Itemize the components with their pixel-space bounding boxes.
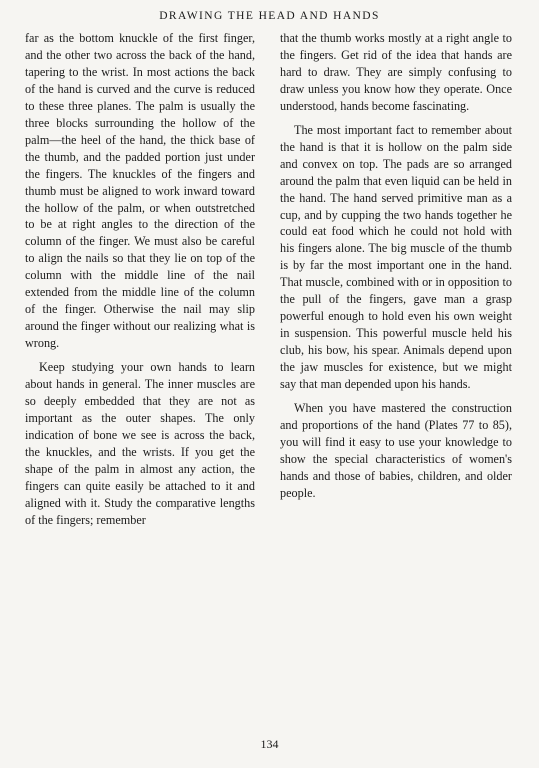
paragraph: The most important fact to remember about the hand is that it is hollow on the palm side and convex on top. The pads are so arranged around the palm that even liquid can be held in the hand. The hand served primitive man as a cup, and by cupping the two hands together he could eat food which he could not hold with his fingers alone. The big muscle of the thumb is by far the most important one in the hand. That muscle, combined with or in opposition to the pull of the fingers, gave man a grasp powerful enough to hold even his own weight in suspension. This powerful muscle held his club, his bow, his spear. Animals depend upon the jaw muscles for existence, but we might say that man depended upon his hands. <box>280 122 512 392</box>
paragraph: that the thumb works mostly at a right angle to the fingers. Get rid of the idea that hands are hard to draw. They are simply confusing to draw unless you know how they operate. Once understood, hands become fascinating. <box>280 31 512 113</box>
paragraph: far as the bottom knuckle of the first finger, and the other two across the back of the hand, tapering to the wrist. In most actions the back of the hand is curved and the curve is reduced to these three planes. The palm is usually the three blocks surrounding the hollow of the palm—the heel of the hand, the thick base of the thumb, and the padded portion just under the fingers. The knuckles of the fingers and thumb must be aligned to work inward toward the hollow of the palm, or when outstretched to be at right angles to the direction of the column of the finger. We must also be careful to align the nails so that they lie on top of the column with the middle line of the nail extended from the middle line of the column of the finger. Otherwise the nail may slip around the finger without our realizing what is wrong. <box>25 31 255 351</box>
running-head: DRAWING THE HEAD AND HANDS <box>159 10 380 22</box>
page-number: 134 <box>260 737 279 751</box>
paragraph: Keep studying your own hands to learn about hands in general. The inner muscles are so deeply embedded that they are not as important as the outer shapes. The only indication of bone we see is across the back, the knuckles, and the wrists. If you get the shape of the palm in almost any action, the fingers can quite easily be attached to it and aligned with it. Study the comparative lengths of the fingers; remember <box>25 360 255 527</box>
right-text-column <box>280 30 512 502</box>
paragraph: When you have mastered the construction and proportions of the hand (Plates 77 to 85), you will find it easy to use your knowledge to show the special characteristics of women's hands and those of babies, children, and older people. <box>280 401 512 500</box>
left-text-column <box>25 30 255 529</box>
